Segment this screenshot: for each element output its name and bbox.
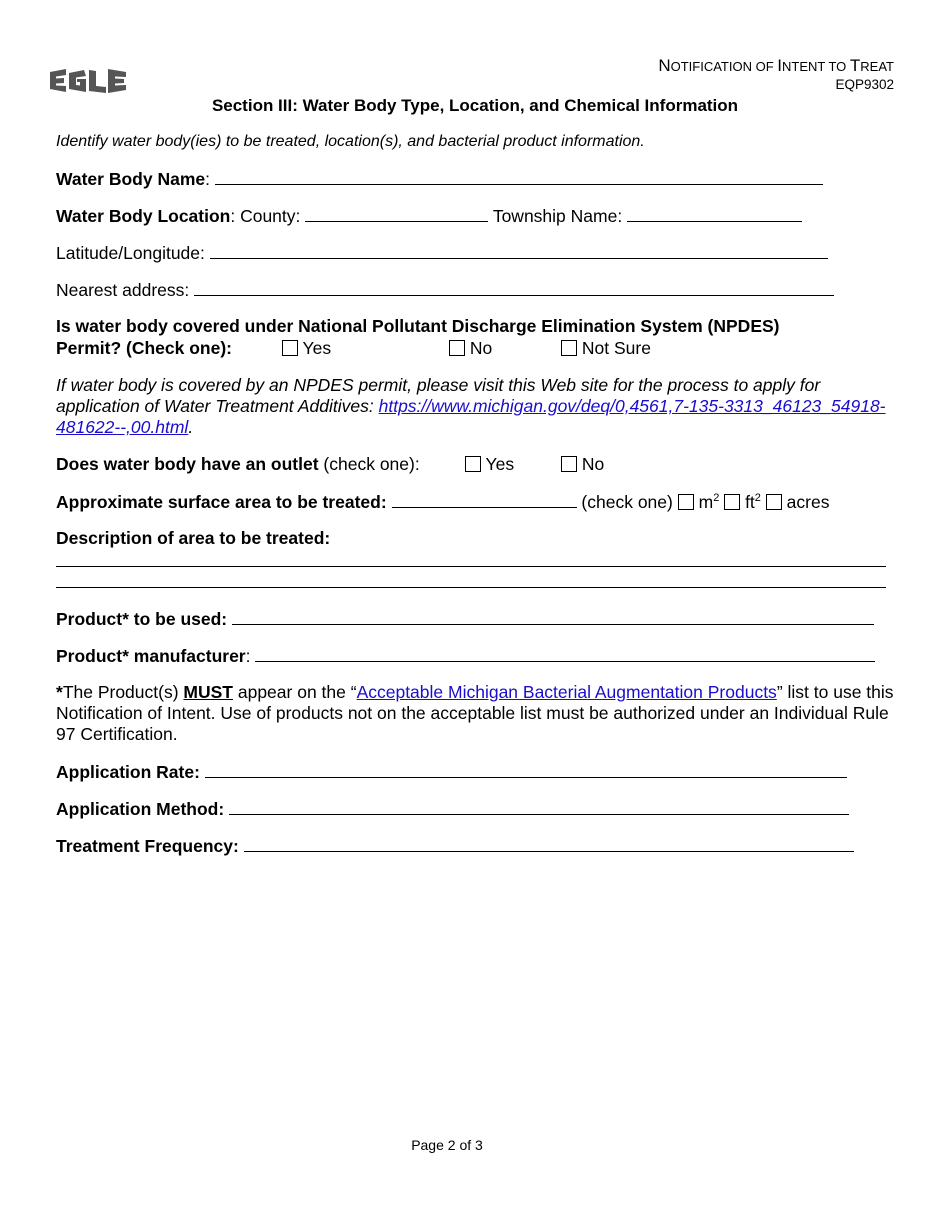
application-rate-label: Application Rate: xyxy=(56,762,200,782)
npdes-permit-label: Permit? (Check one): xyxy=(56,338,232,358)
description-line-1[interactable] xyxy=(56,566,886,567)
water-body-name-row: Water Body Name: xyxy=(56,168,823,190)
outlet-row: Does water body have an outlet (check one): xyxy=(56,454,420,474)
npdes-options-row xyxy=(56,338,232,359)
npdes-note: If water body is covered by an NPDES permit, please visit this Web site for the process to apply for application of Water Treatment Additives: https://www.michigan.gov/deq/0,4561,7-135-3313_46123_54918-481622--,00.html. xyxy=(56,375,886,437)
npdes-yes-checkbox[interactable] xyxy=(282,340,298,356)
application-method-row xyxy=(56,798,849,820)
egle-logo xyxy=(48,68,128,99)
npdes-not-sure-option[interactable]: Not Sure xyxy=(561,338,651,359)
township-field[interactable] xyxy=(627,205,802,222)
unit-ft2-checkbox[interactable] xyxy=(724,494,740,510)
application-method-label: Application Method: xyxy=(56,799,225,819)
page-number: Page 2 of 3 xyxy=(411,1137,483,1153)
township-label: Township Name: xyxy=(492,206,623,226)
surface-area-field[interactable] xyxy=(392,491,577,508)
section-intro: Identify water body(ies) to be treated, location(s), and bacterial product information. xyxy=(56,133,645,150)
application-method-field[interactable] xyxy=(229,798,849,815)
lat-long-row xyxy=(56,242,828,264)
treatment-frequency-row xyxy=(56,835,854,857)
form-code: EQP9302 xyxy=(835,77,894,92)
product-manufacturer-field[interactable] xyxy=(255,645,875,662)
section-title: Section III: Water Body Type, Location, and Chemical Information xyxy=(211,96,739,115)
nearest-address-label: Nearest address: xyxy=(56,280,190,300)
nearest-address-field[interactable] xyxy=(194,279,834,296)
application-rate-field[interactable] xyxy=(205,761,847,778)
product-used-row xyxy=(56,608,874,630)
treatment-frequency-field[interactable] xyxy=(244,835,854,852)
npdes-link[interactable]: https://www.michigan.gov/deq/0,4561,7-135-3313_46123_54918-481622--,00.html xyxy=(56,396,886,437)
description-line-2[interactable] xyxy=(56,587,886,588)
nearest-address-row xyxy=(56,279,834,301)
npdes-yes-option[interactable]: Yes xyxy=(282,338,331,359)
application-rate-row xyxy=(56,761,847,783)
lat-long-field[interactable] xyxy=(210,242,828,259)
product-manufacturer-row: Product* manufacturer: xyxy=(56,645,875,667)
product-used-field[interactable] xyxy=(232,608,874,625)
acceptable-products-link[interactable]: Acceptable Michigan Bacterial Augmentation Products xyxy=(356,682,777,702)
outlet-yes-checkbox[interactable] xyxy=(465,456,481,472)
product-note: *The Product(s) MUST appear on the “Acceptable Michigan Bacterial Augmentation Products” list to use this Notification of Intent. Use of products not on the acceptable list must be authorized under an Individual Rule 97 Certification. xyxy=(56,682,894,744)
product-used-label: Product* to be used: xyxy=(56,609,228,629)
npdes-question: Is water body covered under National Pollutant Discharge Elimination System (NPDES) xyxy=(56,316,780,336)
water-body-name-label: Water Body Name xyxy=(56,169,206,189)
lat-long-label: Latitude/Longitude: xyxy=(56,243,205,263)
outlet-no-option[interactable]: No xyxy=(561,454,604,475)
npdes-no-option[interactable]: No xyxy=(449,338,492,359)
water-body-name-field[interactable] xyxy=(215,168,823,185)
outlet-yes-option[interactable]: Yes xyxy=(465,454,514,475)
product-manufacturer-label: Product* manufacturer xyxy=(56,646,246,666)
surface-area-row: Approximate surface area to be treated: (check one) $m^2$ $ft^2$ acres xyxy=(56,492,830,512)
npdes-not-sure-checkbox[interactable] xyxy=(561,340,577,356)
outlet-no-checkbox[interactable] xyxy=(561,456,577,472)
document-title: NOTIFICATION OF INTENT TO TREAT xyxy=(658,56,894,75)
description-label: Description of area to be treated: xyxy=(56,528,331,548)
county-field[interactable] xyxy=(305,205,488,222)
county-label: : County: xyxy=(230,206,301,226)
water-body-location-row xyxy=(56,205,802,227)
treatment-frequency-label: Treatment Frequency: xyxy=(56,836,239,856)
surface-area-label: Approximate surface area to be treated: xyxy=(56,492,387,512)
water-body-location-label: Water Body Location xyxy=(56,206,231,226)
npdes-no-checkbox[interactable] xyxy=(449,340,465,356)
unit-acres-checkbox[interactable] xyxy=(766,494,782,510)
unit-m2-checkbox[interactable] xyxy=(678,494,694,510)
description-row xyxy=(56,528,330,549)
